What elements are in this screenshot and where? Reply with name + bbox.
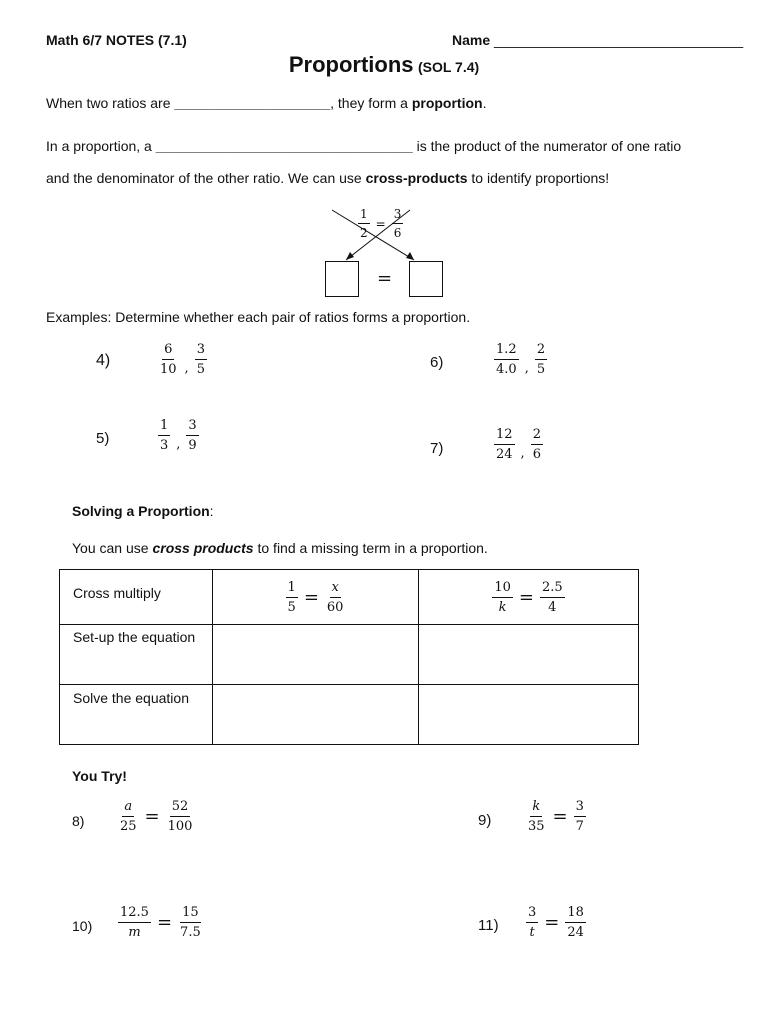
ratio-b-num: 3	[186, 419, 198, 436]
ratio-a-den: 3	[160, 438, 169, 453]
ratio-comma: ,	[184, 361, 189, 376]
intro-line-1-mid: , they form a	[330, 95, 412, 111]
diagram-f1-num: 1	[358, 208, 370, 224]
ratio-a-den: 10	[160, 362, 177, 377]
intro-line-1	[46, 95, 486, 111]
example-ratios	[494, 428, 543, 461]
arrow-line-right	[332, 210, 414, 260]
diagram-f1-den: 2	[360, 226, 368, 240]
intro-blank-1: ____________________	[174, 95, 331, 111]
ratio-comma: ,	[524, 361, 529, 376]
eq-equals: =	[544, 912, 560, 933]
equation-cell-1	[213, 570, 419, 625]
eq-a-den: m	[128, 925, 141, 940]
eq-equals: =	[156, 912, 173, 933]
table-row	[60, 625, 639, 685]
problem-label: 11)	[478, 917, 499, 934]
eq-a-num: 12.5	[118, 906, 151, 923]
intro-line-1-end: .	[482, 95, 487, 111]
eq-equals: =	[303, 586, 319, 608]
intro-line-2	[46, 138, 681, 154]
solving-heading-colon: :	[209, 503, 214, 519]
eq-a-num: a	[122, 800, 134, 817]
problem-equation	[118, 906, 203, 939]
arrow-line-left	[346, 210, 410, 260]
eq-a-num: 10	[492, 581, 513, 598]
eq-a-den: t	[529, 925, 535, 940]
ratio-b-num: 2	[531, 428, 543, 445]
eq-a-num: 3	[526, 906, 538, 923]
ratio-comma: ,	[176, 437, 181, 452]
eq-b-num: 3	[574, 800, 586, 817]
product-equals: =	[377, 268, 393, 289]
answer-cell[interactable]	[213, 625, 419, 685]
name-blank: ________________________________	[494, 32, 744, 48]
you-try-heading: You Try!	[72, 768, 127, 784]
answer-cell[interactable]	[213, 685, 419, 745]
term-proportion: proportion	[411, 95, 483, 111]
example-label: 7)	[430, 440, 444, 457]
intro-line-3	[46, 170, 609, 186]
problem-equation	[118, 800, 194, 833]
eq-a-num: 1	[286, 581, 298, 598]
equation-1	[213, 581, 418, 614]
eq-a-den: k	[498, 599, 507, 615]
answer-cell[interactable]	[419, 685, 639, 745]
eq-b-den: 7	[575, 819, 584, 834]
eq-b-den: 100	[167, 819, 193, 834]
answer-cell[interactable]	[419, 625, 639, 685]
eq-equals: =	[518, 586, 534, 608]
ratio-a-den: 4.0	[496, 362, 517, 377]
eq-a-den: 35	[528, 819, 545, 834]
intro-line-3-end: to identify proportions!	[467, 170, 610, 186]
ratio-b-den: 5	[196, 362, 205, 377]
eq-a-den: 5	[287, 599, 296, 615]
cross-product-diagram	[318, 198, 438, 304]
eq-b-num: 2.5	[540, 581, 565, 598]
page-title	[0, 52, 768, 78]
name-label-text: Name	[452, 32, 491, 48]
eq-b-den: 4	[548, 599, 557, 615]
example-label: 4)	[96, 352, 111, 369]
examples-heading: Examples: Determine whether each pair of ratios forms a proportion.	[46, 309, 471, 325]
name-label	[452, 32, 743, 48]
row-label-cell	[60, 685, 213, 745]
equation-cell-2	[419, 570, 639, 625]
solving-line-end: to find a missing term in a proportion.	[253, 540, 488, 556]
intro-line-1-pre: When two ratios are	[46, 95, 175, 111]
diagram-equals: =	[375, 216, 386, 231]
problem-equation	[526, 800, 586, 833]
ratio-b-num: 3	[195, 343, 207, 360]
table-row	[60, 570, 639, 625]
ratio-a-num: 12	[494, 428, 515, 445]
eq-b-num: 18	[565, 906, 586, 923]
intro-line-2-pre: In a proportion, a	[46, 138, 156, 154]
intro-line-3-pre: and the denominator of the other ratio. We can use	[46, 170, 366, 186]
ratio-a-num: 6	[162, 343, 174, 360]
eq-equals: =	[552, 806, 568, 827]
problem-label: 8)	[72, 813, 85, 829]
row-label: Cross multiply	[73, 585, 161, 601]
eq-b-den: 24	[567, 925, 584, 940]
product-box-left	[325, 261, 359, 297]
diagram-f2-den: 6	[393, 226, 402, 240]
solving-line-pre: You can use	[72, 540, 153, 556]
eq-b-den: 60	[326, 599, 344, 615]
problem-label: 10)	[72, 918, 93, 934]
eq-a-den: 25	[120, 819, 137, 834]
eq-b-num: 15	[180, 906, 201, 923]
title-sol: (SOL 7.4)	[417, 59, 480, 75]
eq-b-den: 7.5	[180, 925, 201, 940]
ratio-b-num: 2	[535, 343, 547, 360]
row-label-cell	[60, 570, 213, 625]
row-label: Solve the equation	[73, 690, 189, 706]
course-label: Math 6/7 NOTES (7.1)	[46, 32, 187, 48]
eq-b-num: x	[330, 581, 341, 598]
example-ratios	[158, 343, 207, 376]
product-box-right	[409, 261, 443, 297]
problem-equation	[526, 906, 586, 939]
row-label: Set-up the equation	[73, 629, 196, 645]
intro-line-2-end: is the product of the numerator of one ratio	[412, 138, 682, 154]
row-label-cell	[60, 625, 213, 685]
solving-table	[59, 569, 639, 745]
term-cross-products: cross-products	[365, 170, 468, 186]
eq-a-num: k	[530, 800, 542, 817]
example-ratios	[158, 419, 199, 452]
ratio-b-den: 6	[532, 447, 541, 462]
diagram-f2-num: 3	[392, 208, 404, 224]
ratio-b-den: 5	[536, 362, 546, 377]
eq-b-num: 52	[170, 800, 191, 817]
intro-blank-2: _________________________________	[155, 138, 413, 154]
solving-heading	[72, 503, 214, 519]
ratio-a-num: 1.2	[494, 343, 519, 360]
term-cross-products-italic: cross products	[152, 540, 254, 556]
ratio-b-den: 9	[188, 438, 197, 453]
eq-equals: =	[144, 806, 160, 827]
example-label: 5)	[96, 430, 110, 447]
example-ratios	[494, 343, 547, 376]
title-text: Proportions	[288, 52, 414, 77]
ratio-a-den: 24	[496, 447, 513, 462]
example-label: 6)	[430, 354, 444, 371]
arrowhead-left	[346, 252, 354, 260]
table-row	[60, 685, 639, 745]
equation-2	[419, 581, 638, 614]
ratio-a-num: 1	[158, 419, 170, 436]
ratio-comma: ,	[520, 446, 525, 461]
solving-line	[72, 540, 488, 556]
solving-heading-text: Solving a Proportion	[72, 503, 210, 519]
problem-label: 9)	[478, 812, 492, 829]
